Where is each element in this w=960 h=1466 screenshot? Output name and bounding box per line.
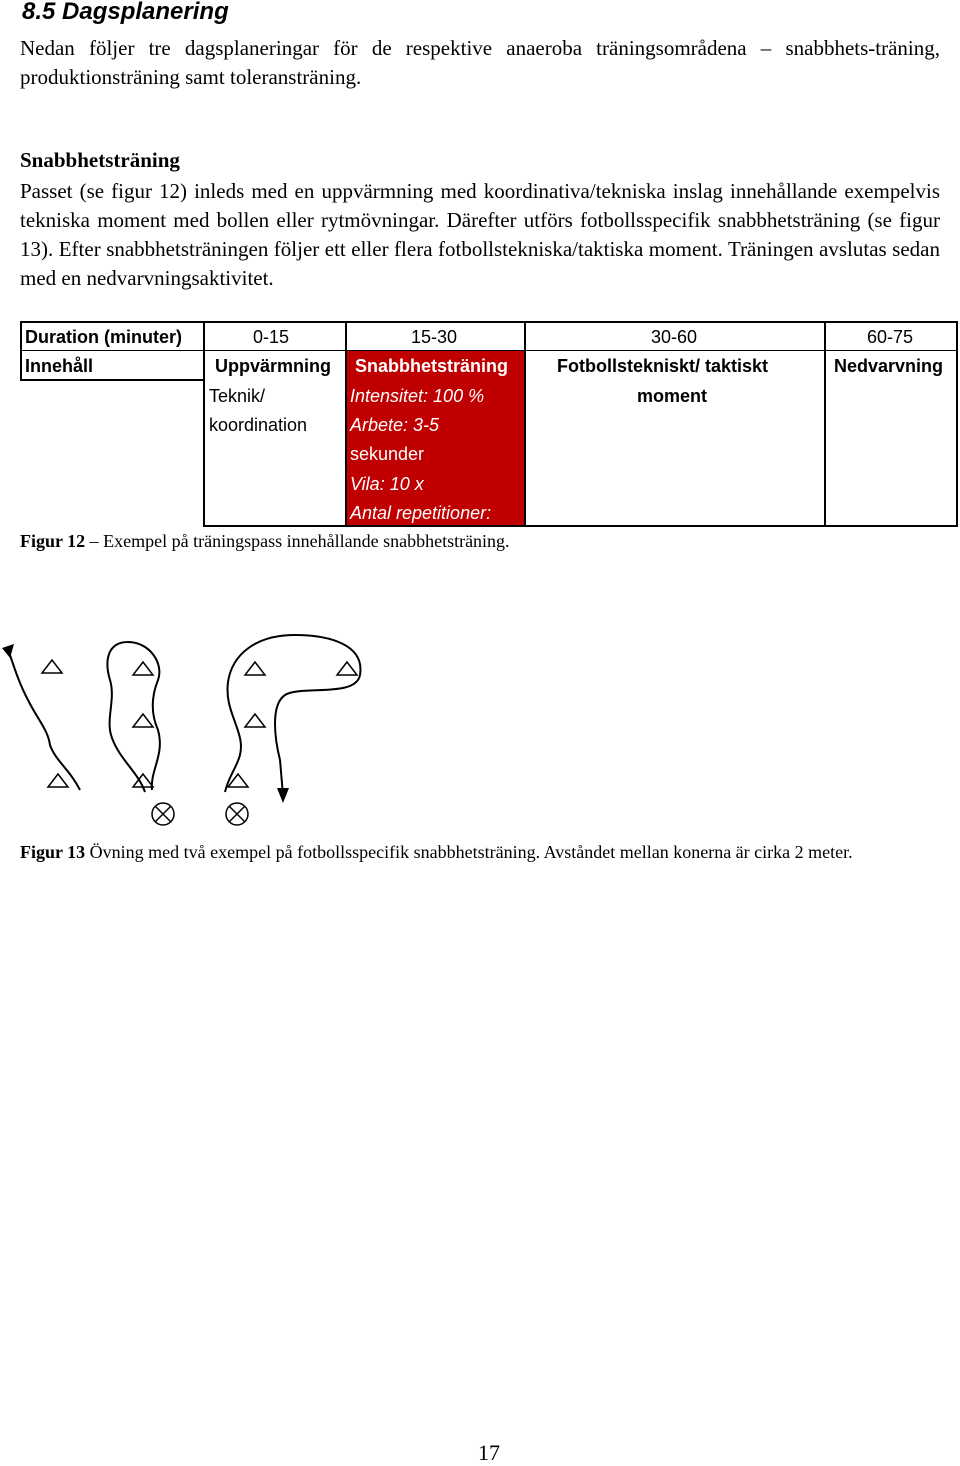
cone-icon	[245, 714, 265, 727]
figure13-caption	[20, 840, 950, 864]
start-marker-icon	[226, 803, 248, 825]
speed-work: Arbete: 3-5	[350, 415, 440, 435]
figure13-label: Figur 13	[20, 842, 86, 862]
highlight-cell	[346, 351, 525, 526]
cone-icon	[245, 662, 265, 675]
figure13-text: Övning med två exempel på fotbollsspecifik snabbhetsträning. Avståndet mellan konerna är cirka 2 meter.	[89, 842, 853, 862]
speed-intensity: Intensitet: 100 %	[350, 386, 485, 406]
cone-icon	[133, 662, 153, 675]
figure13-drawing	[0, 620, 400, 840]
arrow-down-icon	[277, 788, 289, 803]
speed-rest: Vila: 10 x	[350, 474, 424, 494]
phase-cooldown: Nedvarvning	[834, 356, 944, 376]
section-heading: 8.5 Dagsplanering	[22, 0, 229, 25]
start-marker-icon	[152, 803, 174, 825]
header-30-60: 30-60	[651, 327, 698, 347]
cone-icon	[133, 714, 153, 727]
cone-icon	[48, 774, 68, 787]
cone-icon	[42, 660, 62, 673]
phase-technical: Fotbollstekniskt/ taktiskt	[557, 356, 769, 376]
header-label: Duration (minuter)	[25, 327, 182, 347]
technical-detail: moment	[637, 386, 708, 406]
cone-icon	[337, 662, 357, 675]
warmup-detail: koordination	[209, 415, 308, 435]
row-label: Innehåll	[25, 356, 94, 376]
arrow-left-icon	[2, 644, 14, 658]
header-60-75: 60-75	[867, 327, 914, 347]
warmup-detail: Teknik/	[209, 386, 266, 406]
header-0-15: 0-15	[253, 327, 290, 347]
speed-work-unit: sekunder	[350, 444, 425, 464]
loop-left	[107, 642, 159, 792]
phase-speed: Snabbhetsträning	[355, 356, 509, 376]
figure12-label: Figur 12	[20, 531, 86, 551]
phase-warmup: Uppvärmning	[215, 356, 332, 376]
intro-paragraph: Nedan följer tre dagsplaneringar för de respektive anaeroba träningsområdena – snabbhets-träning, produktionsträning samt toleransträning.	[20, 36, 940, 89]
figure12-text: Exempel på träningspass innehållande snabbhetsträning.	[103, 531, 510, 551]
figure12-caption: Figur 12 – Exempel på träningspass innehållande snabbhetsträning.	[20, 531, 510, 551]
subheading: Snabbhetsträning	[20, 148, 180, 172]
speed-reps: Antal repetitioner:	[350, 503, 492, 523]
loop-right	[225, 635, 360, 795]
page-number: 17	[478, 1440, 500, 1465]
body-paragraph: Passet (se figur 12) inleds med en uppvärmning med koordinativa/tekniska inslag innehållande exempelvis tekniska moment med bollen eller rytmövningar. Därefter utförs fotbollsspecifik snabbhetsträning (se figur 13). Efter snabbhetsträningen följer ett eller flera fotbollstekniska/taktiska moment. Träningen avslutas sedan med en nedvarvningsaktivitet.	[20, 179, 940, 290]
header-15-30: 15-30	[411, 327, 458, 347]
